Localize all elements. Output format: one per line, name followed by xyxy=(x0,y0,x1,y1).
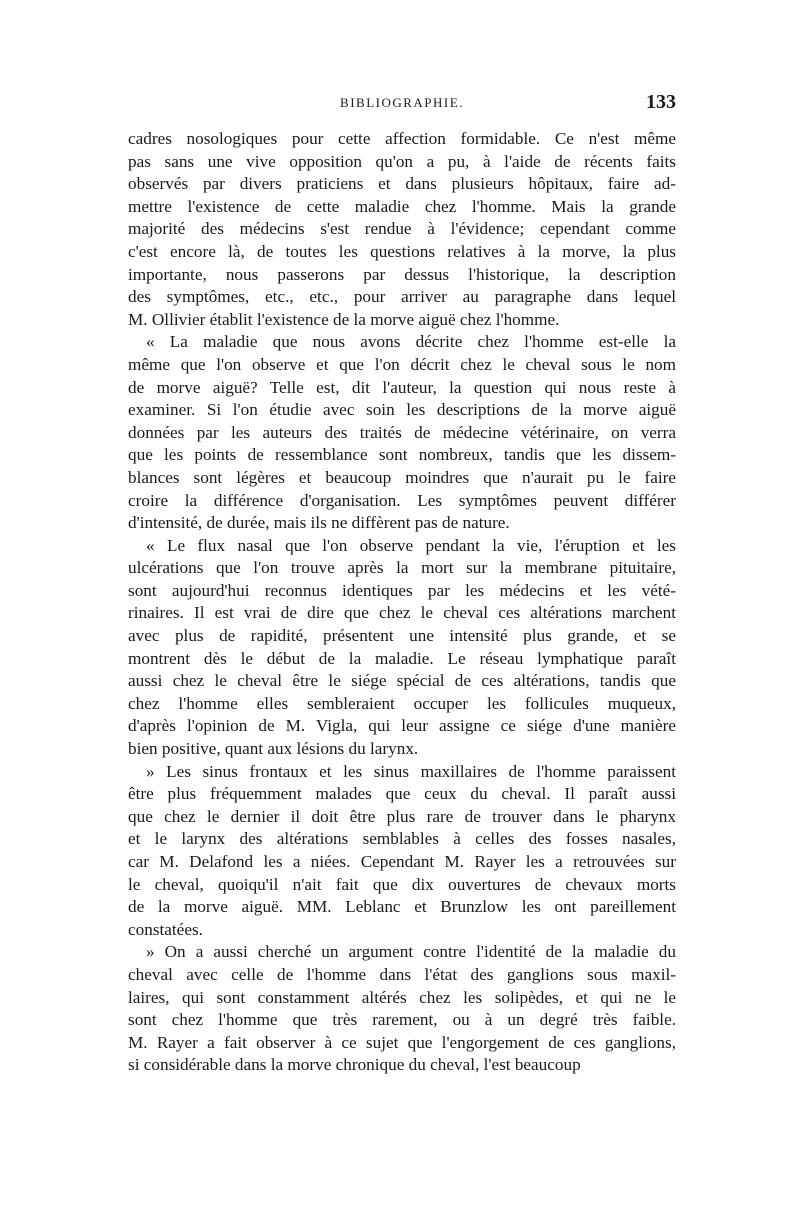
text-line: constatées. xyxy=(128,919,203,939)
text-line: que chez le dernier il doit être plus rare de trouver dans le pharynx xyxy=(128,806,676,826)
paragraph xyxy=(128,941,676,1077)
text-line: croire la différence d'organisation. Les symptômes peuvent différer xyxy=(128,490,676,510)
text-line: chez l'homme elles sembleraient occuper les follicules muqueux, xyxy=(128,693,676,713)
text-line: d'intensité, de durée, mais ils ne diffèrent pas de nature. xyxy=(128,513,510,533)
text-line: cadres nosologiques pour cette affection formidable. Ce n'est même xyxy=(128,129,676,148)
text-line: majorité des médecins s'est rendue à l'évidence; cependant comme xyxy=(128,219,676,239)
text-line: ulcérations que l'on trouve après la mort sur la membrane pituitaire, xyxy=(128,558,676,578)
text-line: pas sans une vive opposition qu'on a pu, à l'aide de récents faits xyxy=(128,151,676,171)
text-line: cheval avec celle de l'homme dans l'état des ganglions sous maxil- xyxy=(128,964,676,984)
text-line: sont aujourd'hui reconnus identiques par les médecins et les vété- xyxy=(128,580,676,600)
text-line: M. Ollivier établit l'existence de la morve aiguë chez l'homme. xyxy=(128,309,560,329)
paragraph xyxy=(128,331,676,534)
text-line: bien positive, quant aux lésions du larynx. xyxy=(128,739,419,759)
text-line: » Les sinus frontaux et les sinus maxillaires de l'homme paraissent xyxy=(146,761,676,781)
paragraph xyxy=(128,535,676,761)
body-text xyxy=(128,128,676,1077)
text-line: laires, qui sont constamment altérés chez les solipèdes, et qui ne le xyxy=(128,987,676,1007)
text-line: de la morve aiguë. MM. Leblanc et Brunzlow les ont pareillement xyxy=(128,897,676,917)
running-title: BIBLIOGRAPHIE. xyxy=(340,95,464,110)
text-line: avec plus de rapidité, présentent une intensité plus grande, et se xyxy=(128,626,676,646)
text-line: rinaires. Il est vrai de dire que chez le cheval ces altérations marchent xyxy=(128,603,676,623)
text-line: observés par divers praticiens et dans plusieurs hôpitaux, faire ad- xyxy=(128,174,676,194)
text-line: montrent dès le début de la maladie. Le réseau lymphatique paraît xyxy=(128,648,676,668)
page-header xyxy=(128,91,676,119)
text-line: des symptômes, etc., etc., pour arriver au paragraphe dans lequel xyxy=(128,287,676,307)
text-line: et le larynx des altérations semblables à celles des fosses nasales, xyxy=(128,829,676,849)
text-line: mettre l'existence de cette maladie chez l'homme. Mais la grande xyxy=(128,196,676,216)
text-line: M. Rayer a fait observer à ce sujet que l'engorgement de ces ganglions, xyxy=(128,1032,676,1052)
text-line: d'après l'opinion de M. Vigla, qui leur assigne ce siége d'une manière xyxy=(128,716,676,736)
text-line: que les points de ressemblance sont nombreux, tandis que les dissem- xyxy=(128,445,676,465)
text-line: même que l'on observe et que l'on décrit chez le cheval sous le nom xyxy=(128,354,676,374)
paragraph xyxy=(128,128,676,331)
text-line: car M. Delafond les a niées. Cependant M. Rayer les a retrouvées sur xyxy=(128,852,676,871)
text-line: aussi chez le cheval être le siége spécial de ces altérations, tandis que xyxy=(128,671,676,691)
text-line: blances sont légères et beaucoup moindres que n'aurait pu le faire xyxy=(128,467,676,487)
text-line: « Le flux nasal que l'on observe pendant la vie, l'éruption et les xyxy=(146,535,676,555)
text-line: données par les auteurs des traités de médecine vétérinaire, on verra xyxy=(128,422,676,442)
text-line: examiner. Si l'on étudie avec soin les descriptions de la morve aiguë xyxy=(128,400,676,420)
text-line: importante, nous passerons par dessus l'historique, la description xyxy=(128,264,676,284)
paragraph xyxy=(128,761,676,942)
text-line: si considérable dans la morve chronique du cheval, l'est beaucoup xyxy=(128,1055,581,1075)
text-line: « La maladie que nous avons décrite chez l'homme est-elle la xyxy=(146,332,676,352)
text-line: le cheval, quoiqu'il n'ait fait que dix ouvertures de chevaux morts xyxy=(128,874,676,894)
text-line: sont chez l'homme que très rarement, ou à un degré très faible. xyxy=(128,1010,676,1030)
text-line: être plus fréquemment malades que ceux du cheval. Il paraît aussi xyxy=(128,784,676,804)
text-line: de morve aiguë? Telle est, dit l'auteur, la question qui nous reste à xyxy=(128,377,676,397)
text-line: » On a aussi cherché un argument contre l'identité de la maladie du xyxy=(146,942,676,962)
text-line: c'est encore là, de toutes les questions relatives à la morve, la plus xyxy=(128,241,676,261)
page-number: 133 xyxy=(646,91,676,113)
